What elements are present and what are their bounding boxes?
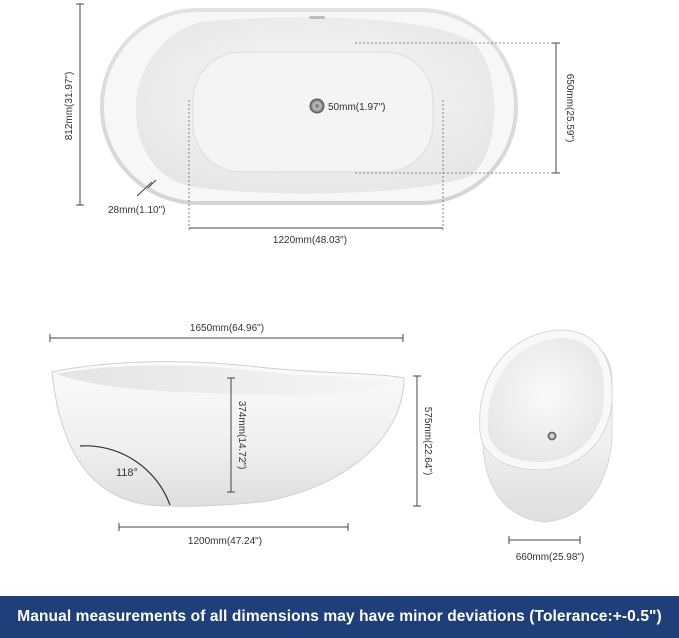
top-view	[64, 4, 575, 246]
perspective-view	[480, 330, 613, 563]
dim-label-top-inner-width: 650mm(25.59")	[564, 73, 575, 143]
dim-label-drain: 50mm(1.97")	[328, 102, 386, 113]
overflow-slot	[309, 16, 325, 19]
dim-label-angle: 118°	[116, 467, 138, 479]
dim-label-rim-thickness: 28mm(1.10")	[108, 205, 166, 216]
dim-label-top-length: 812mm(31.97")	[64, 71, 75, 141]
side-view	[50, 323, 433, 547]
perspective-drain-icon	[548, 432, 556, 440]
tolerance-note: Manual measurements of all dimensions may have minor deviations (Tolerance:+-0.5")	[17, 608, 662, 625]
dim-label-overall-length: 1650mm(64.96")	[189, 323, 265, 334]
dim-label-base-length: 1200mm(47.24")	[187, 536, 263, 547]
dim-label-inner-depth: 374mm(14.72")	[236, 400, 247, 470]
dim-label-overall-height: 575mm(22.64")	[422, 406, 433, 476]
tolerance-footer	[0, 596, 679, 638]
dim-label-top-inner-length: 1220mm(48.03")	[272, 235, 348, 246]
dim-label-overall-width: 660mm(25.98")	[515, 552, 585, 563]
drain-center-icon	[315, 104, 320, 109]
